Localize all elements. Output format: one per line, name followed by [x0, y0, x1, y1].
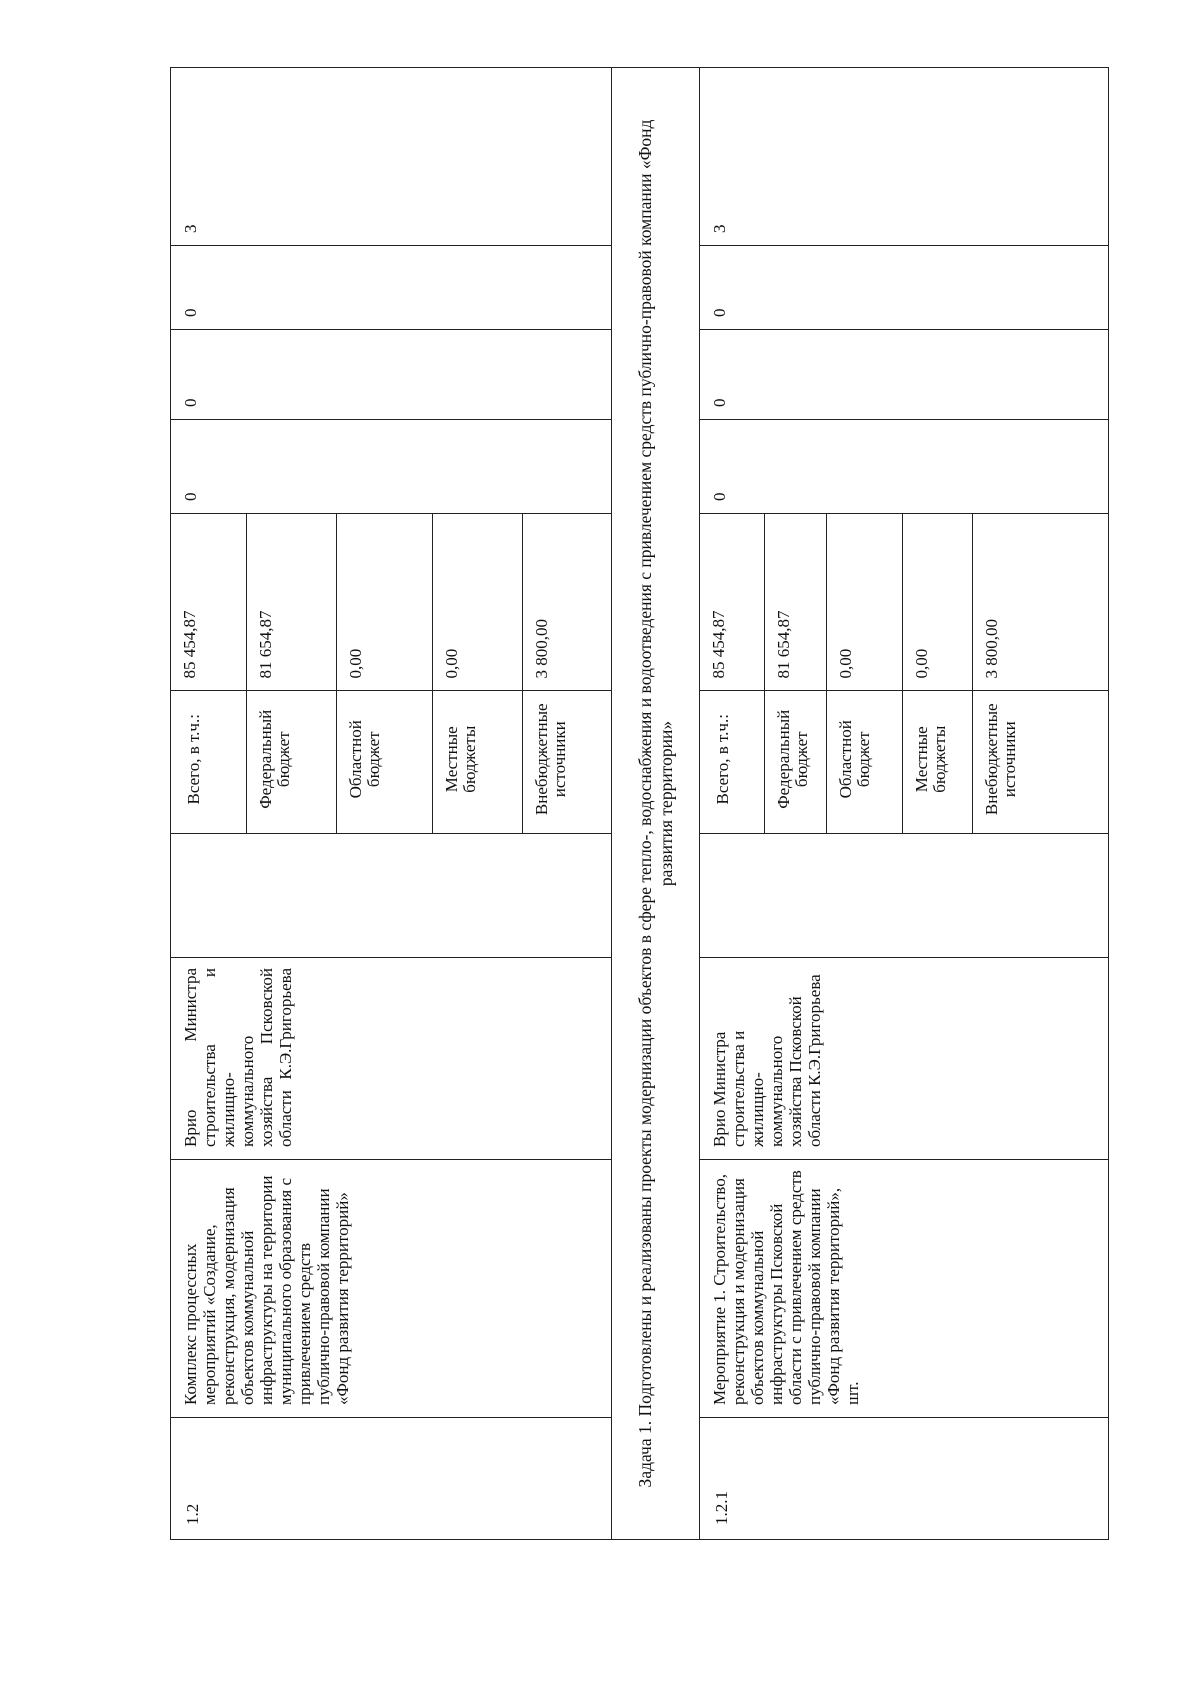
finance-source: Местные бюджеты: [902, 691, 972, 833]
row-empty-cell: [700, 834, 1109, 958]
finance-amount: 3 800,00: [522, 514, 611, 691]
finance-source: Внебюджетные источники: [522, 691, 611, 833]
value-cell: 0: [171, 330, 612, 420]
program-table: [170, 67, 1109, 1540]
finance-amount: 85 454,87: [700, 514, 764, 691]
row-number: 1.2: [171, 1418, 612, 1540]
finance-row: [764, 514, 826, 833]
row-empty-cell: [171, 834, 612, 958]
finance-amount: 0,00: [826, 514, 902, 691]
finance-amount: 0,00: [336, 514, 432, 691]
table-row: [700, 68, 1109, 1540]
finance-source: Областной бюджет: [826, 691, 902, 833]
finance-row: [902, 514, 972, 833]
finance-row: [246, 514, 336, 833]
row-responsible: Врио Министра строительства и жилищно-коммунального хозяйства Псковской области К.Э.Григорьева: [171, 958, 612, 1160]
finance-row: [432, 514, 522, 833]
task-heading: Задача 1. Подготовлены и реализованы проекты модернизации объектов в сфере тепло-, водоснабжения и водоотведения с привлечением средств публично-правовой компании «Фонд развития территории»: [612, 68, 700, 1540]
finance-subtable: [700, 514, 1108, 833]
row-number: 1.2.1: [700, 1418, 1109, 1540]
finance-source: Федеральный бюджет: [764, 691, 826, 833]
finance-subtable: [171, 514, 611, 833]
finance-row: [171, 514, 246, 833]
finance-amount: 81 654,87: [764, 514, 826, 691]
finance-amount: 85 454,87: [171, 514, 246, 691]
table-row: [171, 68, 612, 1540]
value-cell: 0: [171, 246, 612, 330]
finance-source: Местные бюджеты: [432, 691, 522, 833]
finance-source: Областной бюджет: [336, 691, 432, 833]
finance-row: [522, 514, 611, 833]
rotated-table-wrapper: [170, 68, 1106, 1540]
value-cell: 0: [700, 330, 1109, 420]
finance-cell: [700, 514, 1109, 834]
row-responsible: Врио Министра строительства и жилищно-коммунального хозяйства Псковской области К.Э.Григорьева: [700, 958, 1109, 1160]
finance-amount: 0,00: [432, 514, 522, 691]
value-cell: 0: [700, 420, 1109, 514]
finance-source: Внебюджетные источники: [972, 691, 1108, 833]
finance-amount: 3 800,00: [972, 514, 1108, 691]
row-name: Комплекс процессных мероприятий «Создание, реконструкция, модернизация объектов коммунальной инфраструктуры на территории муниципального образования с привлечением средств публично-правовой компании «Фонд развития территорий»: [171, 1160, 612, 1418]
finance-source: Всего, в т.ч.:: [700, 691, 764, 833]
task-heading-row: [612, 68, 700, 1540]
row-name: Мероприятие 1. Строительство, реконструкция и модернизация объектов коммунальной инфраструктуры Псковской области с привлечением средств публично-правовой компании «Фонд развития территорий», шт.: [700, 1160, 1109, 1418]
finance-source: Федеральный бюджет: [246, 691, 336, 833]
value-cell: 3: [700, 68, 1109, 246]
finance-amount: 0,00: [902, 514, 972, 691]
finance-cell: [171, 514, 612, 834]
finance-amount: 81 654,87: [246, 514, 336, 691]
finance-row: [826, 514, 902, 833]
finance-source: Всего, в т.ч.:: [171, 691, 246, 833]
finance-row: [700, 514, 764, 833]
value-cell: 0: [700, 246, 1109, 330]
finance-row: [336, 514, 432, 833]
finance-row: [972, 514, 1108, 833]
value-cell: 3: [171, 68, 612, 246]
value-cell: 0: [171, 420, 612, 514]
